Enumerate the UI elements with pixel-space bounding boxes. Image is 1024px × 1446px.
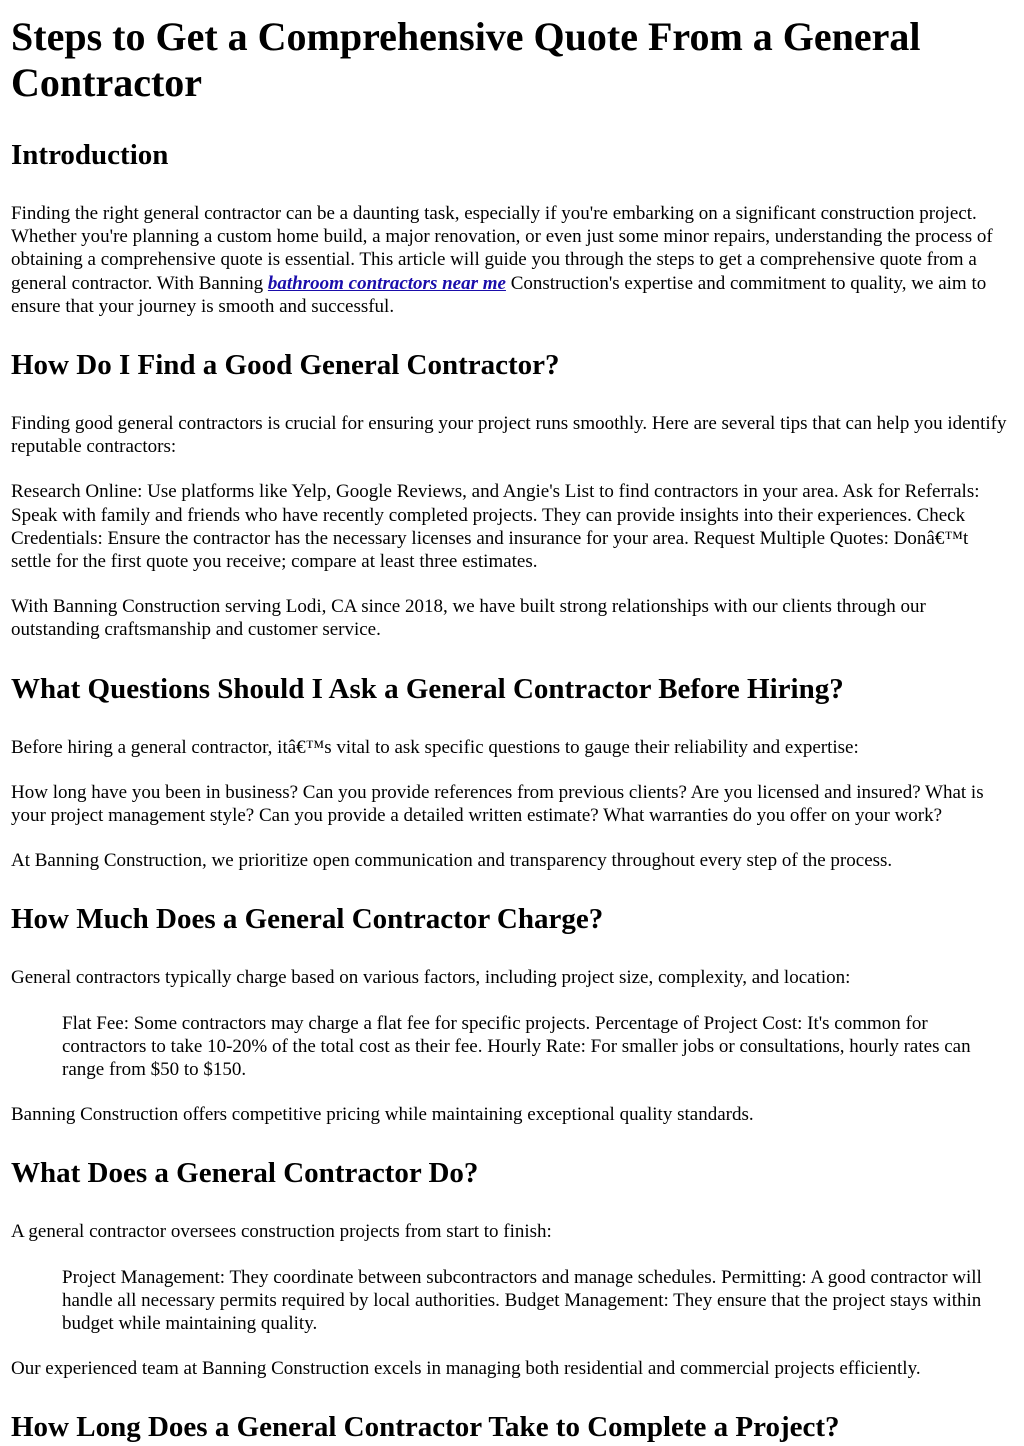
page-title: Steps to Get a Comprehensive Quote From a General Contractor: [11, 14, 921, 105]
bathroom-contractors-link[interactable]: bathroom contractors near me: [267, 272, 506, 294]
role-paragraph-1: A general contractor oversees construction projects from start to finish:: [11, 1221, 552, 1243]
find-contractor-paragraph-2: Research Online: Use platforms like Yelp, Google Reviews, and Angie's List to find contractors in your area. Ask for Referrals: Speak with family and friends who have recently completed projects. They can provide insights into their experiences. Check Credentials: Ensure the contractor has the necessary licenses and insurance for your area. Request Multiple Quotes: Donâ€™t settle for the first quote you receive; compare at least three estimates.: [11, 481, 980, 573]
charge-heading: How Much Does a General Contractor Charge?: [11, 903, 604, 936]
intro-heading: Introduction: [11, 139, 169, 171]
role-blockquote: Project Management: They coordinate between subcontractors and manage schedules. Permitting: A good contractor will handle all necessary permits required by local authorities. Budget Management: They ensure that the project stays within budget while maintaining quality.: [62, 1266, 982, 1335]
intro-paragraph: [11, 202, 1013, 318]
charge-blockquote: Flat Fee: Some contractors may charge a flat fee for specific projects. Percentage of Project Cost: It's common for contractors to take 10-20% of the total cost as their fee. Hourly Rate: For smaller jobs or consultations, hourly rates can range from $50 to $150.: [62, 1012, 971, 1081]
questions-paragraph-2: How long have you been in business? Can you provide references from previous clients? Are you licensed and insured? What is your project management style? Can you provide a detailed written estimate? What warranties do you offer on your work?: [11, 781, 984, 827]
charge-paragraph-2: Banning Construction offers competitive pricing while maintaining exceptional quality standards.: [11, 1104, 754, 1126]
duration-heading: How Long Does a General Contractor Take to Complete a Project?: [11, 1411, 840, 1444]
intro-text-after-link: Construction's expertise and commitment to quality, we aim to ensure that your journey is smooth and successful.: [11, 272, 987, 317]
find-contractor-paragraph-1: Finding good general contractors is crucial for ensuring your project runs smoothly. Here are several tips that can help you identify reputable contractors:: [11, 413, 1007, 458]
role-paragraph-2: Our experienced team at Banning Construction excels in managing both residential and commercial projects efficiently.: [11, 1358, 921, 1380]
find-contractor-paragraph-3: With Banning Construction serving Lodi, CA since 2018, we have built strong relationships with our clients through our outstanding craftsmanship and customer service.: [11, 596, 926, 641]
role-heading: What Does a General Contractor Do?: [11, 1157, 479, 1190]
questions-paragraph-1: Before hiring a general contractor, itâ€™s vital to ask specific questions to gauge their reliability and expertise:: [11, 736, 859, 758]
find-contractor-heading: How Do I Find a Good General Contractor?: [11, 349, 560, 382]
intro-text-before-link: Finding the right general contractor can be a daunting task, especially if you're embarking on a significant construction project. Whether you're planning a custom home build, a major renovation, or even just some minor repairs, understanding the process of obtaining a comprehensive quote is essential. This article will guide you through the steps to get a comprehensive quote from a general contractor. With Banning: [11, 203, 993, 294]
questions-paragraph-3: At Banning Construction, we prioritize open communication and transparency throughout every step of the process.: [11, 850, 893, 872]
charge-paragraph-1: General contractors typically charge based on various factors, including project size, complexity, and location:: [11, 967, 851, 989]
questions-heading: What Questions Should I Ask a General Contractor Before Hiring?: [11, 672, 844, 705]
